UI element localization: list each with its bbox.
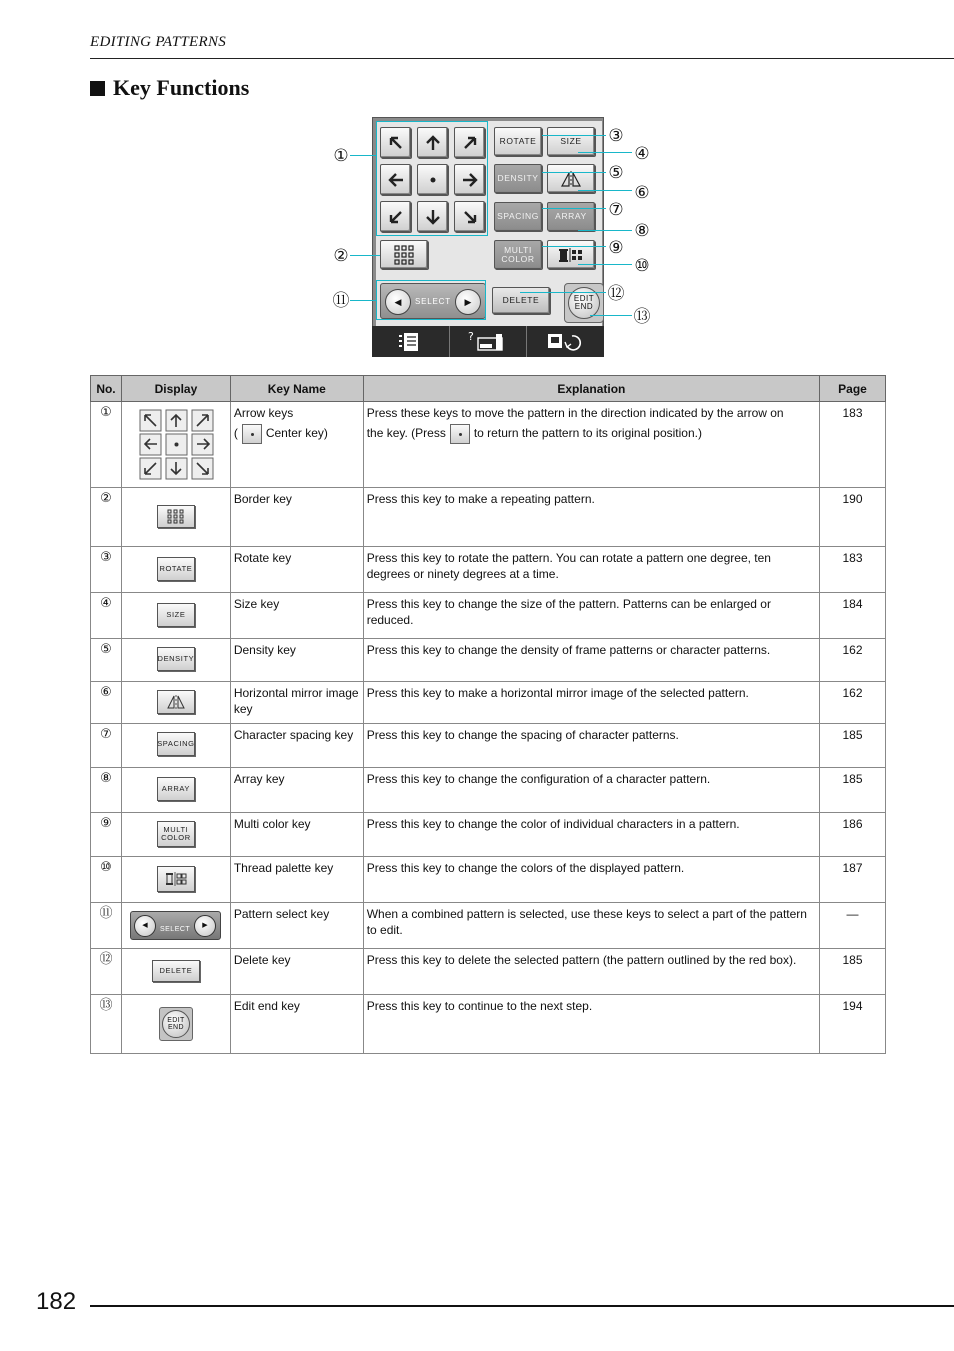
select-thumb-label: SELECT (159, 926, 191, 933)
page-cell: 183 (820, 547, 886, 593)
table-row (91, 547, 886, 593)
key-name-cell: Multi color key (230, 813, 363, 857)
key-name-cell: Delete key (230, 949, 363, 995)
col-header-key-name: Key Name (230, 376, 363, 402)
edit-end-key[interactable] (564, 283, 604, 323)
key-name-cell: Border key (230, 488, 363, 547)
footer-rule (90, 1305, 954, 1307)
leader-5 (542, 172, 606, 173)
mirror-key-thumbnail (157, 690, 195, 714)
table-row (91, 949, 886, 995)
callout-6: ⑥ (634, 183, 650, 203)
display-cell (121, 949, 230, 995)
key-name-cell: Size key (230, 593, 363, 639)
border-key[interactable] (380, 240, 428, 269)
multi-color-key-thumbnail (157, 821, 195, 847)
svg-text:?: ? (468, 329, 474, 343)
explanation-cell: Press this key to change the color of individual characters in a pattern. (363, 813, 819, 857)
row-number: ⑥ (91, 682, 122, 724)
multi-color-thumb-label-1: MULTI (163, 825, 189, 834)
array-key[interactable]: ARRAY (547, 202, 595, 231)
callout-13: ⑬ (633, 307, 651, 327)
page-cell: 194 (820, 995, 886, 1054)
explanation-text-2: the key. (Press (366, 426, 446, 440)
edit-end-label-1: EDIT (573, 294, 595, 303)
key-name-open: ( (233, 426, 238, 440)
header-rule (90, 58, 954, 59)
bullet-square-icon (90, 81, 105, 96)
delete-key[interactable]: DELETE (492, 287, 550, 314)
select-right-icon: ▶ (194, 915, 216, 937)
page-cell: 162 (820, 682, 886, 724)
table-row (91, 402, 886, 488)
page-cell: 185 (820, 724, 886, 768)
arrow-keys-thumbnail (139, 409, 215, 481)
display-cell (121, 639, 230, 682)
display-cell (121, 995, 230, 1054)
table-row (91, 903, 886, 949)
display-cell (121, 724, 230, 768)
table-row (91, 724, 886, 768)
size-key-thumbnail: SIZE (157, 603, 195, 627)
tab-list[interactable] (372, 326, 450, 357)
thread-palette-key-thumbnail (157, 866, 195, 892)
tab-help[interactable] (450, 326, 528, 357)
leader-7 (542, 208, 606, 209)
page-cell: 190 (820, 488, 886, 547)
key-name-cell: Pattern select key (230, 903, 363, 949)
leader-1 (350, 155, 376, 156)
row-number: ⑬ (91, 995, 122, 1054)
row-number: ⑫ (91, 949, 122, 995)
display-cell (121, 488, 230, 547)
checklist-icon (398, 331, 422, 353)
explanation-cell: Press this key to change the configuration of a character pattern. (363, 768, 819, 813)
display-cell (121, 682, 230, 724)
leader-8 (578, 230, 632, 231)
select-key-thumbnail (130, 911, 221, 940)
page-cell: 183 (820, 402, 886, 488)
key-name-cell (230, 402, 363, 488)
panel-tab-bar (372, 326, 604, 357)
multi-color-thumb-label-2: COLOR (161, 833, 191, 842)
row-number: ⑧ (91, 768, 122, 813)
row-number: ⑦ (91, 724, 122, 768)
leader-10 (578, 264, 632, 265)
callout-9: ⑨ (608, 238, 624, 258)
arrow-keys-highlight (376, 121, 488, 236)
array-key-thumbnail: ARRAY (157, 777, 195, 801)
leader-13 (590, 315, 632, 316)
edit-end-label-2: END (574, 302, 594, 311)
display-cell (121, 903, 230, 949)
thread-palette-icon (557, 246, 585, 264)
callout-11: ⑪ (332, 291, 350, 311)
display-cell (121, 813, 230, 857)
table-header-row (91, 376, 886, 402)
col-header-no: No. (91, 376, 122, 402)
explanation-cell: Press this key to make a repeating pattern. (363, 488, 819, 547)
callout-5: ⑤ (608, 163, 624, 183)
col-header-explanation: Explanation (363, 376, 819, 402)
explanation-text-3: to return the pattern to its original position.) (473, 426, 702, 440)
explanation-text: Press these keys to move the pattern in the direction indicated by the arrow on (366, 406, 784, 420)
table-row (91, 639, 886, 682)
multi-color-label-1: MULTI (504, 244, 532, 255)
delete-key-thumbnail: DELETE (152, 960, 200, 982)
col-header-page: Page (820, 376, 886, 402)
explanation-cell: Press this key to change the size of the pattern. Patterns can be enlarged or reduced. (363, 593, 819, 639)
row-number: ⑩ (91, 857, 122, 903)
center-key-inline-icon (242, 424, 262, 444)
multi-color-label-2: COLOR (501, 253, 535, 264)
key-functions-table (90, 375, 886, 1054)
select-next-button[interactable]: ▶ (455, 289, 481, 315)
key-name-cell: Density key (230, 639, 363, 682)
page-cell: 186 (820, 813, 886, 857)
explanation-cell: Press this key to change the spacing of character patterns. (363, 724, 819, 768)
explanation-cell: Press this key to continue to the next step. (363, 995, 819, 1054)
thread-palette-icon (164, 871, 188, 887)
border-key-thumbnail (157, 505, 195, 528)
table-row (91, 768, 886, 813)
density-key[interactable]: DENSITY (494, 164, 542, 193)
center-key-inline-icon (450, 424, 470, 444)
explanation-cell: Press this key to rotate the pattern. You can rotate a pattern one degree, ten degrees or ninety degrees at a time. (363, 547, 819, 593)
display-cell (121, 593, 230, 639)
table-row (91, 488, 886, 547)
explanation-cell: Press this key to change the density of frame patterns or character patterns. (363, 639, 819, 682)
table-row (91, 857, 886, 903)
explanation-cell (363, 402, 819, 488)
running-header: EDITING PATTERNS (90, 34, 227, 50)
edit-end-key-thumbnail (159, 1007, 193, 1041)
row-number: ⑨ (91, 813, 122, 857)
help-machine-icon (466, 330, 510, 354)
table-row (91, 593, 886, 639)
leader-6 (578, 190, 632, 191)
rotate-key[interactable]: ROTATE (494, 127, 542, 156)
display-cell (121, 857, 230, 903)
key-name-cell: Thread palette key (230, 857, 363, 903)
edit-end-thumb-label-2: END (167, 1024, 184, 1031)
size-key[interactable]: SIZE (547, 127, 595, 156)
horizontal-mirror-icon (166, 694, 186, 710)
key-name-cell: Array key (230, 768, 363, 813)
row-number: ③ (91, 547, 122, 593)
callout-4: ④ (634, 144, 650, 164)
key-name-text-2: Center key) (265, 426, 328, 440)
rotate-key-thumbnail: ROTATE (157, 557, 195, 581)
key-name-cell: Character spacing key (230, 724, 363, 768)
key-name-cell: Horizontal mirror image key (230, 682, 363, 724)
border-grid-icon (393, 245, 415, 265)
key-name-cell: Edit end key (230, 995, 363, 1054)
mirror-key[interactable] (547, 164, 595, 193)
select-label: SELECT (415, 297, 451, 306)
edit-end-thumb-label-1: EDIT (167, 1017, 185, 1024)
page-number: 182 (36, 1288, 77, 1315)
page-cell: — (820, 903, 886, 949)
callout-12: ⑫ (607, 284, 625, 304)
explanation-cell: Press this key to change the colors of the displayed pattern. (363, 857, 819, 903)
page-cell: 185 (820, 768, 886, 813)
page-cell: 162 (820, 639, 886, 682)
row-number: ⑤ (91, 639, 122, 682)
leader-2 (350, 255, 380, 256)
multi-color-key[interactable] (494, 240, 542, 269)
leader-12 (520, 292, 606, 293)
explanation-cell: Press this key to delete the selected pattern (the pattern outlined by the red box). (363, 949, 819, 995)
display-cell (121, 547, 230, 593)
density-key-thumbnail: DENSITY (157, 647, 195, 671)
leader-11 (350, 300, 376, 301)
section-title-text: Key Functions (113, 75, 250, 100)
callout-8: ⑧ (634, 221, 650, 241)
table-row (91, 813, 886, 857)
select-previous-button[interactable]: ◀ (385, 289, 411, 315)
tab-settings[interactable] (527, 326, 604, 357)
page-cell: 187 (820, 857, 886, 903)
key-name-text: Arrow keys (233, 406, 294, 420)
border-grid-icon (167, 509, 185, 525)
callout-10: ⑩ (634, 256, 650, 276)
leader-4 (578, 152, 632, 153)
page-cell: 185 (820, 949, 886, 995)
display-cell (121, 768, 230, 813)
table-row (91, 995, 886, 1054)
display-cell (121, 402, 230, 488)
settings-machine-icon (544, 330, 588, 354)
edit-end-thumb-button (162, 1010, 190, 1038)
page-cell: 184 (820, 593, 886, 639)
row-number: ① (91, 402, 122, 488)
select-left-icon: ◀ (134, 915, 156, 937)
select-key-highlight (376, 280, 486, 320)
table-row (91, 682, 886, 724)
callout-2: ② (333, 246, 349, 266)
callout-3: ③ (608, 126, 624, 146)
callout-7: ⑦ (608, 200, 624, 220)
row-number: ④ (91, 593, 122, 639)
explanation-cell: When a combined pattern is selected, use these keys to select a part of the pattern to edit. (363, 903, 819, 949)
spacing-key[interactable]: SPACING (494, 202, 542, 231)
col-header-display: Display (121, 376, 230, 402)
callout-1: ① (333, 146, 349, 166)
key-name-cell: Rotate key (230, 547, 363, 593)
spacing-key-thumbnail: SPACING (157, 732, 195, 756)
leader-9 (542, 246, 606, 247)
section-title (90, 75, 249, 101)
explanation-cell: Press this key to make a horizontal mirror image of the selected pattern. (363, 682, 819, 724)
row-number: ⑪ (91, 903, 122, 949)
row-number: ② (91, 488, 122, 547)
leader-3 (542, 135, 606, 136)
